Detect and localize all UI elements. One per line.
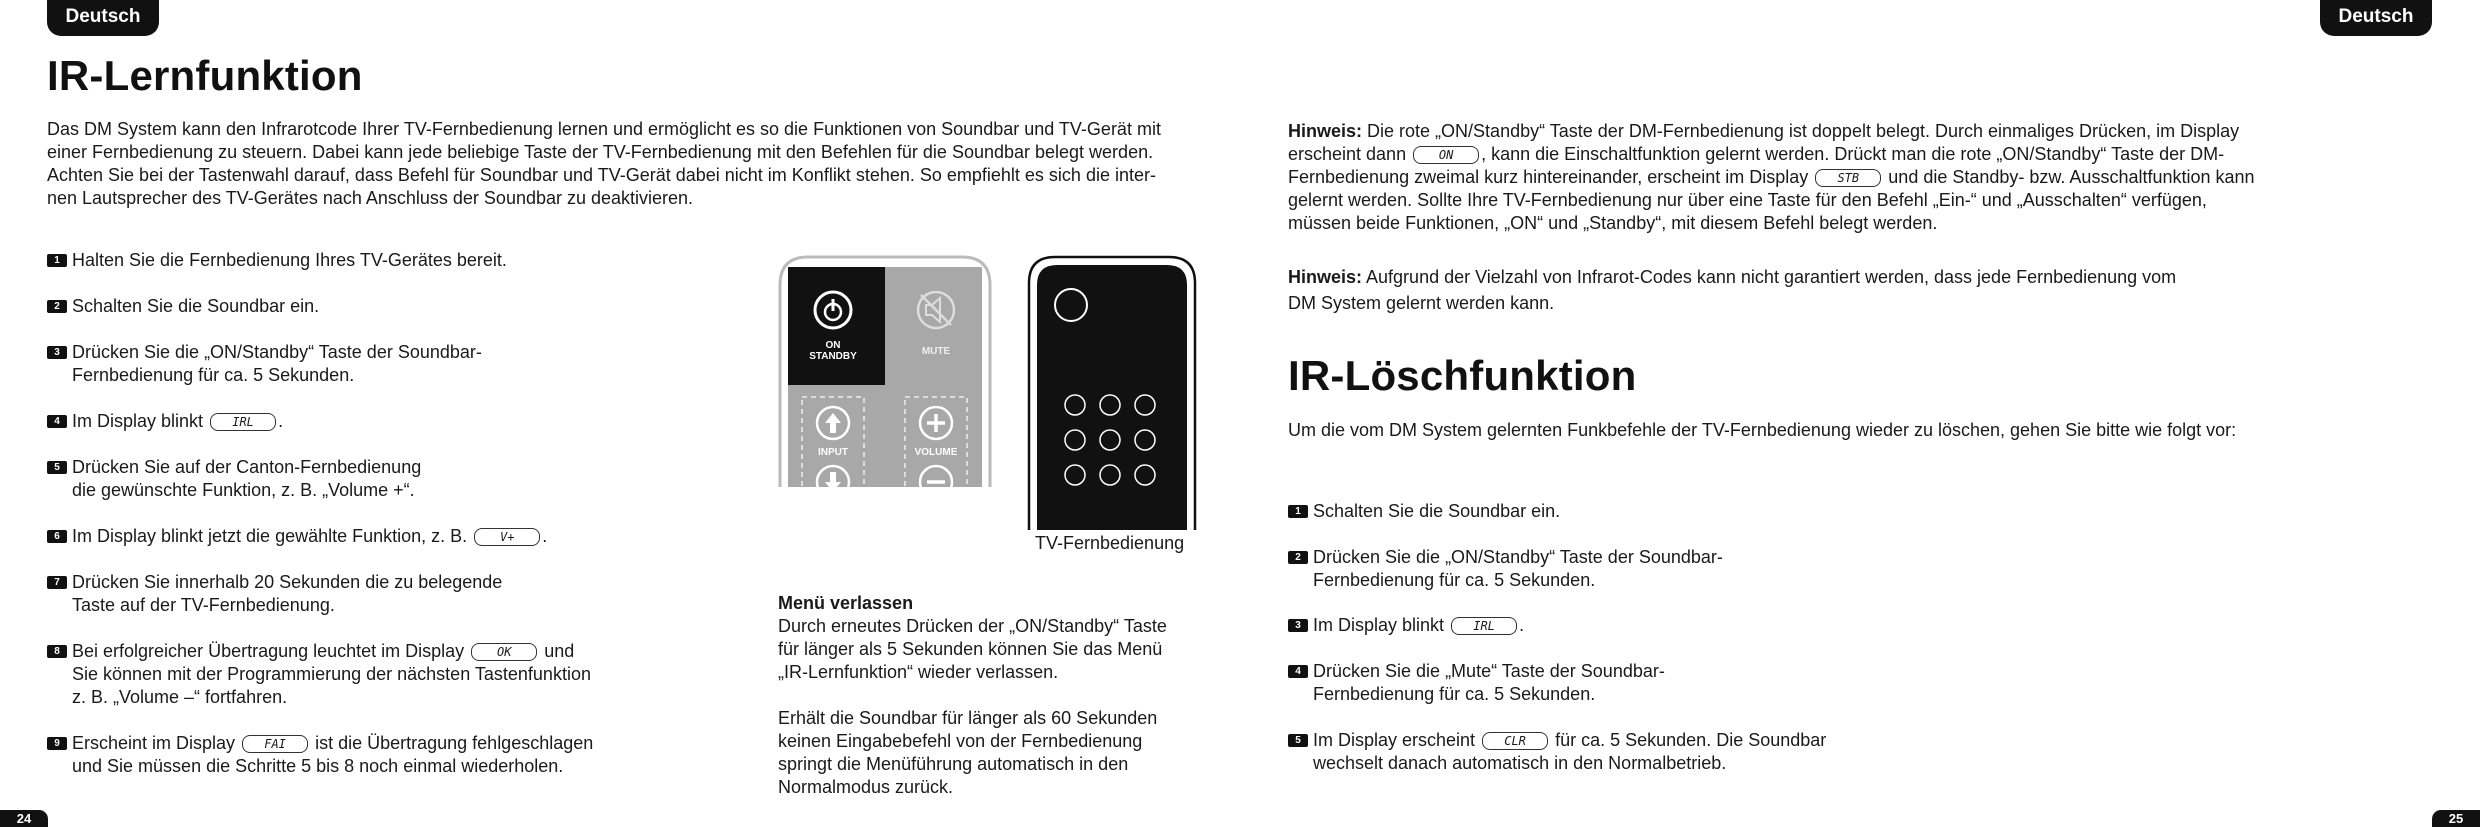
step-number: 5 (47, 461, 67, 474)
step-9 (47, 732, 593, 778)
step-text: die gewünschte Funktion, z. B. „Volume +“. (72, 480, 415, 500)
volume-label: VOLUME (914, 447, 958, 458)
intro-line: nen Lautsprecher des TV-Gerätes nach Anschluss der Soundbar zu deaktivieren. (47, 188, 694, 208)
step-text: Halten Sie die Fernbedienung Ihres TV-Gerätes bereit. (72, 250, 507, 270)
hint-label: Hinweis: (1288, 267, 1363, 287)
step-number: 7 (47, 576, 67, 589)
step-text: Erscheint im Display (72, 733, 236, 753)
step-7 (47, 571, 502, 617)
step-text: Drücken Sie auf der Canton-Fernbedienung (72, 457, 422, 477)
step-text: Sie können mit der Programmierung der nächsten Tastenfunktion (72, 664, 591, 684)
step-text: ist die Übertragung fehlgeschlagen (315, 733, 594, 753)
display-readout: STB (1815, 169, 1881, 187)
hint-text: DM System gelernt werden kann. (1288, 293, 1555, 313)
display-readout: V+ (474, 528, 540, 546)
step-3 (47, 341, 482, 387)
mute-label: MUTE (921, 346, 951, 357)
step-number: 4 (47, 415, 67, 428)
hint-text: erscheint dann (1288, 144, 1407, 164)
intro-line: Das DM System kann den Infrarotcode Ihrer TV-Fernbedienung lernen und ermöglicht es so die Funktionen von Soundbar und TV-Gerät mit (47, 119, 1161, 139)
menu-exit-text: Normalmodus zurück. (778, 777, 954, 797)
delete-step-4 (1288, 660, 1665, 706)
step-text: . (1519, 615, 1525, 635)
step-2 (47, 295, 319, 318)
canton-remote-illustration (778, 255, 992, 487)
step-number: 3 (1288, 619, 1308, 632)
display-readout: FAI (242, 735, 308, 753)
delete-step-5 (1288, 729, 1826, 775)
step-text: Bei erfolgreicher Übertragung leuchtet im Display (72, 641, 465, 661)
hint-text: , kann die Einschaltfunktion gelernt werden. Drückt man die rote „ON/Standby“ Taste der DM- (1481, 144, 2225, 164)
menu-exit-text: Erhält die Soundbar für länger als 60 Sekunden (778, 708, 1158, 728)
menu-exit-text: springt die Menüführung automatisch in den (778, 754, 1129, 774)
step-text: Im Display blinkt jetzt die gewählte Funktion, z. B. (72, 526, 468, 546)
step-text: Schalten Sie die Soundbar ein. (72, 296, 320, 316)
hint-text: und die Standby- bzw. Ausschaltfunktion kann (1888, 167, 2255, 187)
menu-exit-text: „IR-Lernfunktion“ wieder verlassen. (778, 662, 1059, 682)
display-readout: CLR (1482, 732, 1548, 750)
hint-text: Fernbedienung zweimal kurz hintereinander, erscheint im Display (1288, 167, 1809, 187)
step-number: 6 (47, 530, 67, 543)
standby-label: STANDBY (809, 351, 857, 362)
hint-text: müssen beide Funktionen, „ON“ und „Standby“, mit diesem Befehl belegt werden. (1288, 213, 1938, 233)
step-number: 3 (47, 346, 67, 359)
step-text: Fernbedienung für ca. 5 Sekunden. (72, 365, 355, 385)
step-number: 1 (47, 254, 67, 267)
delete-step-3 (1288, 614, 1524, 637)
tv-remote-illustration (1027, 255, 1197, 530)
step-6 (47, 525, 547, 548)
step-1 (47, 249, 507, 272)
step-text: Drücken Sie die „Mute“ Taste der Soundbar- (1313, 661, 1665, 681)
step-4 (47, 410, 283, 433)
step-text: Fernbedienung für ca. 5 Sekunden. (1313, 684, 1596, 704)
menu-exit-text: keinen Eingabebefehl von der Fernbedienung (778, 731, 1143, 751)
step-number: 1 (1288, 505, 1308, 518)
step-text: Im Display blinkt (72, 411, 204, 431)
step-number: 8 (47, 645, 67, 658)
step-text: und (544, 641, 575, 661)
step-text: wechselt danach automatisch in den Normalbetrieb. (1313, 753, 1727, 773)
step-text: z. B. „Volume –“ fortfahren. (72, 687, 288, 707)
step-number: 9 (47, 737, 67, 750)
step-5 (47, 456, 421, 502)
input-label: INPUT (818, 447, 848, 458)
page-number-left: 24 (0, 810, 48, 827)
step-text: für ca. 5 Sekunden. Die Soundbar (1555, 730, 1827, 750)
delete-intro: Um die vom DM System gelernten Funkbefehle der TV-Fernbedienung wieder zu löschen, gehen Sie bitte wie folgt vor: (1288, 420, 2237, 440)
tv-remote-caption: TV-Fernbedienung (1035, 533, 1185, 553)
step-number: 5 (1288, 734, 1308, 747)
language-tab-left: Deutsch (47, 0, 159, 36)
menu-exit-text: Durch erneutes Drücken der „ON/Standby“ Taste (778, 616, 1167, 636)
step-number: 4 (1288, 665, 1308, 678)
step-text: . (542, 526, 548, 546)
step-8 (47, 640, 591, 709)
step-text: Fernbedienung für ca. 5 Sekunden. (1313, 570, 1596, 590)
display-readout: IRL (1451, 617, 1517, 635)
step-text: Drücken Sie die „ON/Standby“ Taste der Soundbar- (1313, 547, 1723, 567)
intro-paragraph (47, 118, 1227, 210)
intro-line: Achten Sie bei der Tastenwahl darauf, dass Befehl für Soundbar und TV-Gerät dabei nicht im Konflikt stehen. So empfiehlt es sich die inter- (47, 165, 1156, 185)
hint-text: Aufgrund der Vielzahl von Infrarot-Codes kann nicht garantiert werden, dass jede Fernbedienung vom (1366, 267, 2177, 287)
step-text: Taste auf der TV-Fernbedienung. (72, 595, 335, 615)
step-text: . (278, 411, 284, 431)
hint-2 (1288, 266, 2428, 315)
hint-text: gelernt werden. Sollte Ihre TV-Fernbedienung nur über eine Taste für den Befehl „Ein-“ und „Ausschalten“ verfügen, (1288, 190, 2207, 210)
step-number: 2 (47, 300, 67, 313)
step-text: und Sie müssen die Schritte 5 bis 8 noch einmal wiederholen. (72, 756, 564, 776)
display-readout: ON (1413, 146, 1479, 164)
delete-step-1 (1288, 500, 1560, 523)
display-readout: OK (471, 643, 537, 661)
page-title-ir-lernfunktion: IR-Lernfunktion (47, 52, 363, 99)
page-title-ir-loeschfunktion: IR-Löschfunktion (1288, 352, 1637, 399)
intro-line: einer Fernbedienung zu steuern. Dabei kann jede beliebige Taste der TV-Fernbedienung mit den Befehlen für die Soundbar belegt werden. (47, 142, 1154, 162)
hint-label: Hinweis: (1288, 121, 1363, 141)
step-text: Schalten Sie die Soundbar ein. (1313, 501, 1561, 521)
display-readout: IRL (210, 413, 276, 431)
menu-exit-text: für länger als 5 Sekunden können Sie das Menü (778, 639, 1163, 659)
step-text: Drücken Sie innerhalb 20 Sekunden die zu belegende (72, 572, 503, 592)
hint-text: Die rote „ON/Standby“ Taste der DM-Fernbedienung ist doppelt belegt. Durch einmaliges Drücken, im Display (1367, 121, 2240, 141)
step-number: 2 (1288, 551, 1308, 564)
delete-step-2 (1288, 546, 1723, 592)
language-tab-right: Deutsch (2320, 0, 2432, 36)
on-label: ON (825, 340, 841, 351)
menu-exit-section (778, 592, 1198, 799)
step-text: Drücken Sie die „ON/Standby“ Taste der Soundbar- (72, 342, 482, 362)
page-number-right: 25 (2432, 810, 2480, 827)
step-text: Im Display blinkt (1313, 615, 1445, 635)
hint-1 (1288, 120, 2428, 235)
step-text: Im Display erscheint (1313, 730, 1476, 750)
menu-exit-heading: Menü verlassen (778, 593, 914, 613)
